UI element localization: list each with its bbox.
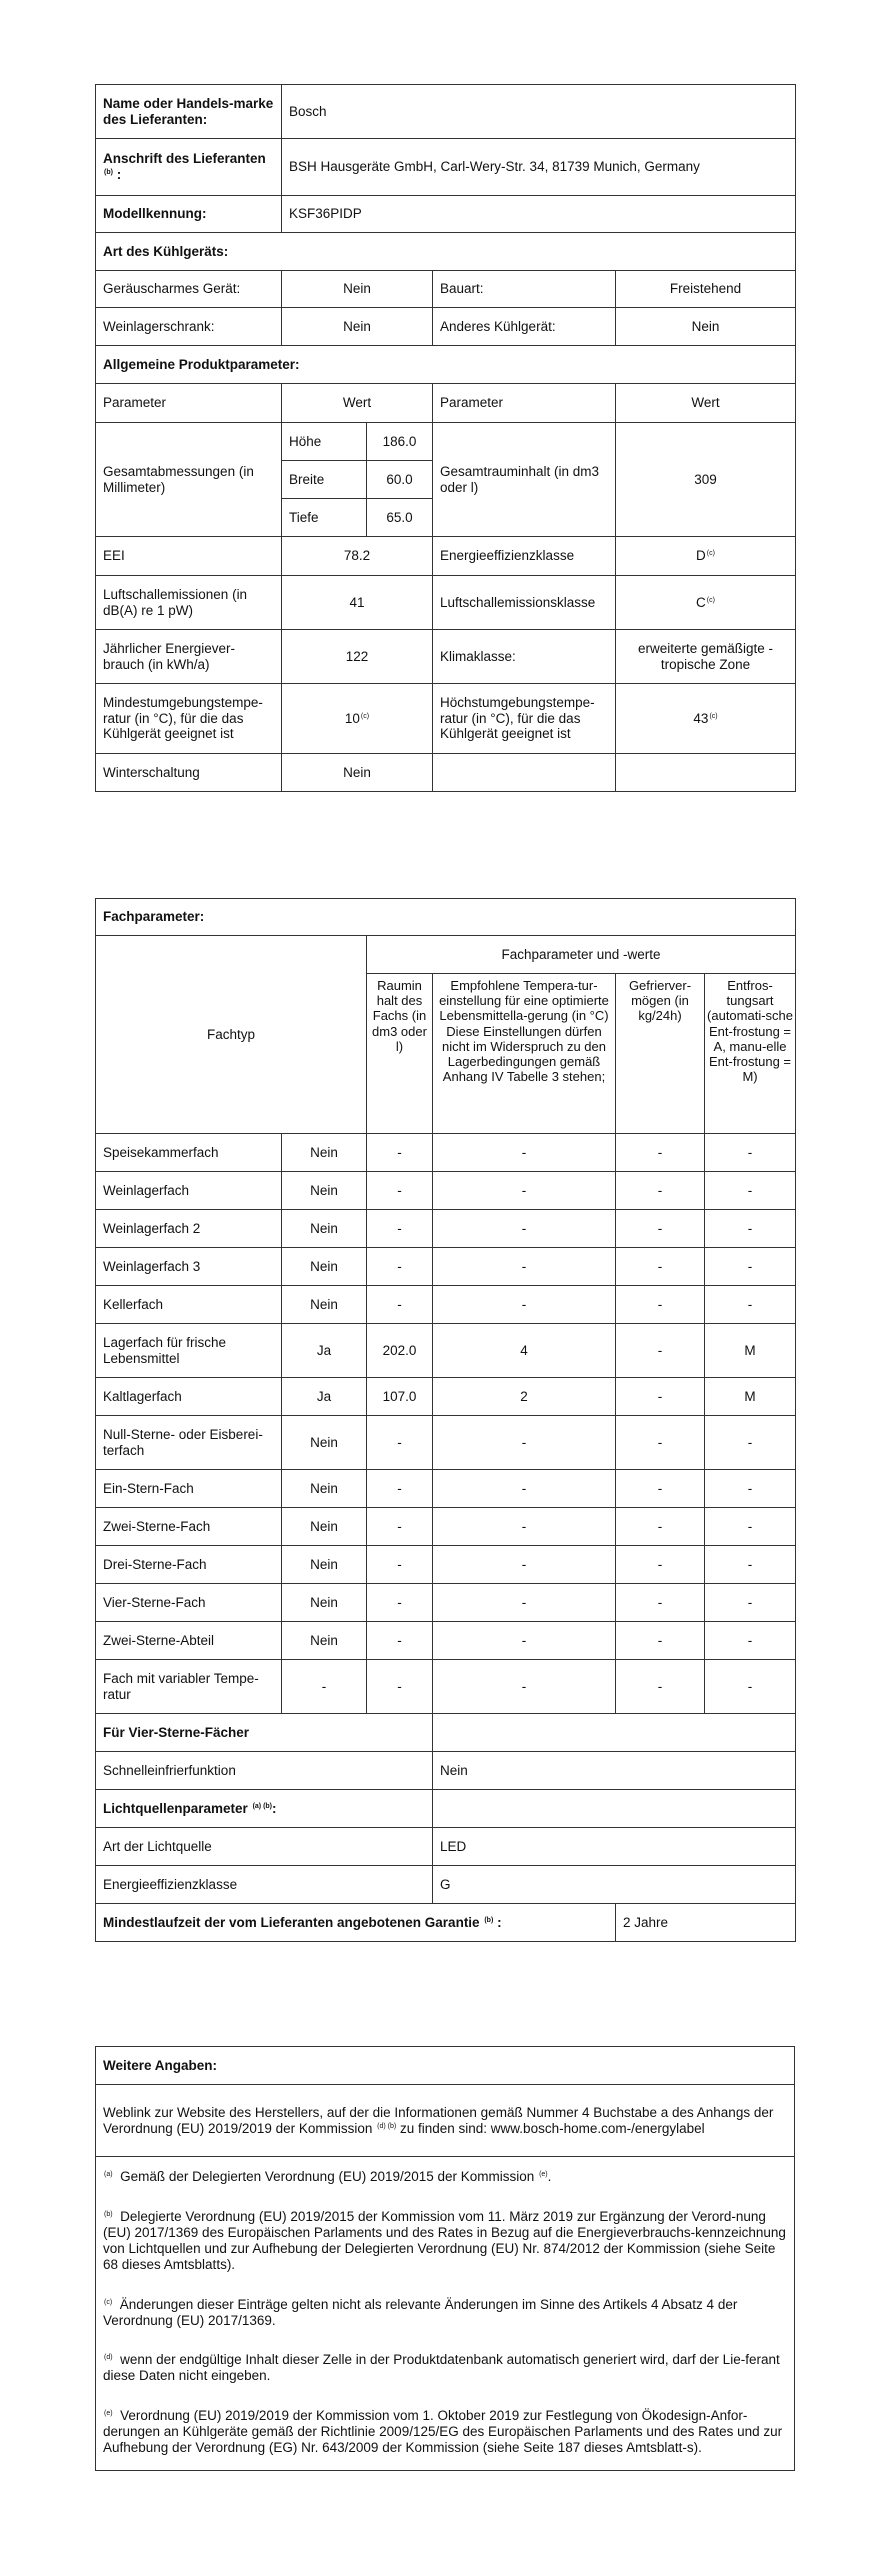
compartment-row: [96, 1416, 796, 1470]
value-header-right: Wert: [616, 384, 796, 423]
weblink-text-2[interactable]: zu finden sind: www.bosch-home.com-/energylabel: [400, 2120, 705, 2136]
compartment-type: Fach mit variabler Tempe-ratur: [96, 1660, 282, 1714]
empty-cell: [433, 1790, 796, 1828]
supplier-name-label: Name oder Handels-marke des Lieferanten:: [96, 85, 282, 139]
compartment-defrost-type: -: [705, 1134, 796, 1172]
noise-value: 41: [282, 576, 433, 630]
fast-freeze-row: [96, 1752, 796, 1790]
compartment-present: Nein: [282, 1622, 367, 1660]
compartment-temperature: 2: [433, 1378, 616, 1416]
warranty-colon: :: [497, 1914, 502, 1930]
compartment-row: [96, 1584, 796, 1622]
footnote-row: [96, 2195, 795, 2283]
noise-row: [96, 576, 796, 630]
annual-energy-label: Jährlicher Energiever-brauch (in kWh/a): [96, 630, 282, 684]
compartment-temperature: -: [433, 1508, 616, 1546]
four-star-heading: Für Vier-Sterne-Fächer: [96, 1714, 433, 1752]
empty-cell: [433, 754, 616, 792]
depth-value: 65.0: [367, 499, 433, 537]
warranty-label: Mindestlaufzeit der vom Lieferanten angebotenen Garantie: [103, 1914, 480, 1930]
warranty-row: [96, 1904, 796, 1942]
max-temp-value: 43: [693, 710, 709, 726]
compartment-row: [96, 1172, 796, 1210]
compartment-freezing-capacity: -: [616, 1172, 705, 1210]
warranty-value: 2 Jahre: [616, 1904, 796, 1942]
compartment-row: [96, 1324, 796, 1378]
compartment-present: Nein: [282, 1172, 367, 1210]
footnote-row: [96, 2283, 795, 2339]
eei-label: EEI: [96, 537, 282, 576]
general-parameters-heading-row: [96, 346, 796, 384]
compartment-volume: -: [367, 1622, 433, 1660]
compartment-freezing-capacity: -: [616, 1134, 705, 1172]
dimensions-row-height: [96, 423, 796, 461]
light-source-heading: Lichtquellenparameter: [103, 1800, 248, 1816]
model-label: Modellkennung:: [96, 196, 282, 233]
light-type-label: Art der Lichtquelle: [96, 1828, 433, 1866]
winter-value: Nein: [282, 754, 433, 792]
defrost-type-header: Entfros-tungsart (automati-sche Ent-frostung = A, manu-elle Ent-frostung = M): [705, 974, 796, 1134]
max-temp-cell: [616, 684, 796, 754]
compartment-defrost-type: -: [705, 1546, 796, 1584]
weblink-row: [96, 2085, 795, 2157]
compartment-temperature: -: [433, 1286, 616, 1324]
compartment-defrost-type: -: [705, 1286, 796, 1324]
compartment-freezing-capacity: -: [616, 1210, 705, 1248]
compartment-present: Nein: [282, 1508, 367, 1546]
weblink-notes: (d) (b): [377, 2122, 397, 2130]
compartment-present: Nein: [282, 1416, 367, 1470]
compartment-volume: -: [367, 1286, 433, 1324]
supplier-address-row: [96, 139, 796, 196]
compartment-defrost-type: -: [705, 1622, 796, 1660]
volume-header: Raumin halt des Fachs (in dm3 oder l): [367, 974, 433, 1134]
light-source-heading-colon: :: [272, 1800, 277, 1816]
total-volume-label: Gesamtrauminhalt (in dm3 oder l): [433, 423, 616, 537]
compartment-volume: -: [367, 1508, 433, 1546]
footnote-row: [96, 2338, 795, 2394]
footnote-row: [96, 2157, 795, 2195]
appliance-type-heading-row: [96, 233, 796, 271]
min-temp-value: 10: [344, 710, 360, 726]
supplier-address-value: BSH Hausgeräte GmbH, Carl-Wery-Str. 34, 81739 Munich, Germany: [282, 139, 796, 196]
height-value: 186.0: [367, 423, 433, 461]
compartment-temperature: -: [433, 1210, 616, 1248]
footnote: [96, 2195, 795, 2283]
footnote-mark: (c): [104, 2298, 113, 2306]
compartment-temperature: -: [433, 1134, 616, 1172]
compartment-freezing-capacity: -: [616, 1324, 705, 1378]
light-class-label: Energieeffizienzklasse: [96, 1866, 433, 1904]
compartment-defrost-type: -: [705, 1584, 796, 1622]
depth-label: Tiefe: [282, 499, 367, 537]
compartment-volume: -: [367, 1660, 433, 1714]
compartment-group-header-row: [96, 936, 796, 974]
appliance-type-heading: Art des Kühlgeräts:: [96, 233, 796, 271]
compartment-temperature: -: [433, 1248, 616, 1286]
fast-freeze-value: Nein: [433, 1752, 796, 1790]
compartment-volume: -: [367, 1546, 433, 1584]
max-temp-note: (c): [709, 712, 718, 720]
compartment-present: Nein: [282, 1470, 367, 1508]
eei-value: 78.2: [282, 537, 433, 576]
compartment-freezing-capacity: -: [616, 1622, 705, 1660]
light-source-heading-cell: [96, 1790, 433, 1828]
compartment-type: Vier-Sterne-Fach: [96, 1584, 282, 1622]
total-volume-value: 309: [616, 423, 796, 537]
compartment-type: Speisekammerfach: [96, 1134, 282, 1172]
footnote-text: Gemäß der Delegierten Verordnung (EU) 2019/2015 der Kommission: [120, 2169, 535, 2184]
general-parameters-heading: Allgemeine Produktparameter:: [96, 346, 796, 384]
supplier-address-label: Anschrift des Lieferanten: [103, 151, 266, 167]
footnote-mark: (e): [104, 2410, 113, 2418]
compartment-type: Kaltlagerfach: [96, 1378, 282, 1416]
compartment-freezing-capacity: -: [616, 1286, 705, 1324]
compartment-defrost-type: -: [705, 1660, 796, 1714]
compartment-freezing-capacity: -: [616, 1248, 705, 1286]
compartment-temperature: -: [433, 1172, 616, 1210]
compartment-row: [96, 1210, 796, 1248]
compartment-type: Zwei-Sterne-Abteil: [96, 1622, 282, 1660]
compartment-volume: -: [367, 1584, 433, 1622]
footnote: [96, 2394, 795, 2470]
compartment-defrost-type: -: [705, 1172, 796, 1210]
compartment-parameters-table: [95, 898, 796, 1942]
supplier-address-colon: :: [116, 167, 122, 182]
compartment-row: [96, 1470, 796, 1508]
additional-info-heading: Weitere Angaben:: [96, 2047, 795, 2085]
footnote: [96, 2338, 795, 2394]
compartment-freezing-capacity: -: [616, 1378, 705, 1416]
footnote: [96, 2157, 795, 2195]
compartment-volume: -: [367, 1210, 433, 1248]
light-type-value: LED: [433, 1828, 796, 1866]
low-noise-value: Nein: [282, 271, 433, 308]
freezing-capacity-header: Gefrierver-mögen (in kg/24h): [616, 974, 705, 1134]
parameter-header-right: Parameter: [433, 384, 616, 423]
compartment-values-group-header: Fachparameter und -werte: [367, 936, 796, 974]
compartment-temperature: -: [433, 1546, 616, 1584]
empty-cell: [616, 754, 796, 792]
compartment-temperature: 4: [433, 1324, 616, 1378]
supplier-address-note: (b): [104, 169, 113, 176]
compartment-type: Drei-Sterne-Fach: [96, 1546, 282, 1584]
compartment-row: [96, 1622, 796, 1660]
light-class-value: G: [433, 1866, 796, 1904]
compartment-row: [96, 1660, 796, 1714]
column-header-row: [96, 384, 796, 423]
warranty-note: (b): [484, 1916, 494, 1924]
footnote-text: wenn der endgültige Inhalt dieser Zelle in der Produktdatenbank automatisch generiert wird, darf der Lie-ferant diese Daten nicht eingeben.: [103, 2352, 780, 2384]
footnote-mark: (a): [104, 2171, 113, 2178]
parameter-header-left: Parameter: [96, 384, 282, 423]
compartment-defrost-type: -: [705, 1470, 796, 1508]
annual-energy-value: 122: [282, 630, 433, 684]
compartment-volume: -: [367, 1172, 433, 1210]
energy-class-cell: [616, 537, 796, 576]
energy-class-label: Energieeffizienzklasse: [433, 537, 616, 576]
supplier-address-label-cell: [96, 139, 282, 196]
additional-info-heading-row: [96, 2047, 795, 2085]
footnote-mark: (b): [104, 2210, 113, 2218]
low-noise-label: Geräuscharmes Gerät:: [96, 271, 282, 308]
footnote-text: Verordnung (EU) 2019/2019 der Kommission vom 1. Oktober 2019 zur Festlegung von Ökodesign-Anfor-derungen an Kühlgeräte gemäß der Richtlinie 2009/125/EG des Europäischen Parlaments und des Rates und zur Aufhebung der Verordnung (EG) Nr. 643/2009 der Kommission (siehe Seite 187 dieses Amtsblatt-s).: [103, 2408, 783, 2456]
compartment-defrost-type: -: [705, 1416, 796, 1470]
compartment-freezing-capacity: -: [616, 1470, 705, 1508]
weblink-text-1: Weblink zur Website des Herstellers, auf der die Informationen gemäß Nummer 4 Buchstabe a des Anhangs der Verordnung (EU) 2019/2019 der Kommission: [103, 2104, 774, 2136]
model-row: [96, 196, 796, 233]
design-value: Freistehend: [616, 271, 796, 308]
fast-freeze-label: Schnelleinfrierfunktion: [96, 1752, 433, 1790]
compartment-present: Nein: [282, 1134, 367, 1172]
compartment-present: Nein: [282, 1210, 367, 1248]
footnote-text: Delegierte Verordnung (EU) 2019/2015 der Kommission vom 11. März 2019 zur Ergänzung der Verord-nung (EU) 2017/1369 des Europäischen Parlaments und des Rates in Bezug auf die Energieverbrauchs-kennzeichnung von Lichtquellen und zur Aufhebung der Delegierten Verordnung (EU) Nr. 874/2012 der Kommission (siehe Seite 68 dieses Amtsblatts).: [103, 2208, 786, 2272]
compartment-row: [96, 1546, 796, 1584]
compartment-type: Weinlagerfach: [96, 1172, 282, 1210]
compartment-defrost-type: M: [705, 1378, 796, 1416]
climate-class-label: Klimaklasse:: [433, 630, 616, 684]
compartment-defrost-type: -: [705, 1248, 796, 1286]
min-temp-label: Mindestumgebungstempe-ratur (in °C), für die das Kühlgerät geeignet ist: [96, 684, 282, 754]
compartment-volume: 107.0: [367, 1378, 433, 1416]
compartment-temperature: -: [433, 1470, 616, 1508]
light-source-heading-row: [96, 1790, 796, 1828]
compartment-present: -: [282, 1660, 367, 1714]
compartment-present: Nein: [282, 1286, 367, 1324]
other-appliance-label: Anderes Kühlgerät:: [433, 308, 616, 346]
noise-class-label: Luftschallemissionsklasse: [433, 576, 616, 630]
winter-label: Winterschaltung: [96, 754, 282, 792]
light-type-row: [96, 1828, 796, 1866]
width-value: 60.0: [367, 461, 433, 499]
footnote-trailing-text: .: [547, 2169, 552, 2184]
value-header-left: Wert: [282, 384, 433, 423]
compartment-present: Nein: [282, 1584, 367, 1622]
warranty-label-cell: [96, 1904, 616, 1942]
design-label: Bauart:: [433, 271, 616, 308]
compartment-type: Kellerfach: [96, 1286, 282, 1324]
compartment-freezing-capacity: -: [616, 1660, 705, 1714]
dimensions-label: Gesamtabmessungen (in Millimeter): [96, 423, 282, 537]
compartment-present: Nein: [282, 1248, 367, 1286]
supplier-and-general-parameters-table: [95, 84, 796, 792]
compartment-type: Ein-Stern-Fach: [96, 1470, 282, 1508]
compartment-temperature: -: [433, 1622, 616, 1660]
compartment-type: Weinlagerfach 2: [96, 1210, 282, 1248]
noise-class-cell: [616, 576, 796, 630]
wine-cabinet-label: Weinlagerschrank:: [96, 308, 282, 346]
empty-cell: [433, 1714, 796, 1752]
noise-class-note: (c): [706, 596, 715, 604]
other-appliance-value: Nein: [616, 308, 796, 346]
compartment-freezing-capacity: -: [616, 1416, 705, 1470]
footnote-text: Änderungen dieser Einträge gelten nicht als relevante Änderungen im Sinne des Artikels 4 Absatz 4 der Verordnung (EU) 2017/1369.: [103, 2296, 738, 2328]
annual-energy-row: [96, 630, 796, 684]
compartment-type: Zwei-Sterne-Fach: [96, 1508, 282, 1546]
compartment-freezing-capacity: -: [616, 1584, 705, 1622]
eei-row: [96, 537, 796, 576]
compartment-volume: -: [367, 1248, 433, 1286]
compartment-volume: -: [367, 1134, 433, 1172]
compartment-defrost-type: -: [705, 1210, 796, 1248]
compartment-present: Ja: [282, 1378, 367, 1416]
compartment-freezing-capacity: -: [616, 1508, 705, 1546]
four-star-heading-row: [96, 1714, 796, 1752]
energy-class-value: D: [696, 548, 706, 564]
compartment-defrost-type: M: [705, 1324, 796, 1378]
weblink-cell: [96, 2085, 795, 2157]
compartment-temperature: -: [433, 1416, 616, 1470]
compartment-freezing-capacity: -: [616, 1546, 705, 1584]
model-value: KSF36PIDP: [282, 196, 796, 233]
noise-class-value: C: [696, 594, 706, 610]
footnote-row: [96, 2394, 795, 2470]
height-label: Höhe: [282, 423, 367, 461]
compartment-volume: -: [367, 1416, 433, 1470]
max-temp-label: Höchstumgebungstempe-ratur (in °C), für die das Kühlgerät geeignet ist: [433, 684, 616, 754]
compartment-type-header: Fachtyp: [96, 936, 367, 1134]
winter-row: [96, 754, 796, 792]
energy-class-note: (c): [706, 550, 715, 558]
ambient-temperature-row: [96, 684, 796, 754]
compartment-present: Ja: [282, 1324, 367, 1378]
additional-information-table: [95, 2046, 795, 2471]
low-noise-row: [96, 271, 796, 308]
compartment-type: Null-Sterne- oder Eisberei-terfach: [96, 1416, 282, 1470]
compartment-heading-row: [96, 899, 796, 936]
compartment-defrost-type: -: [705, 1508, 796, 1546]
width-label: Breite: [282, 461, 367, 499]
min-temp-cell: [282, 684, 433, 754]
supplier-name-value: Bosch: [282, 85, 796, 139]
compartment-row: [96, 1248, 796, 1286]
compartment-row: [96, 1378, 796, 1416]
footnote: [96, 2283, 795, 2339]
light-class-row: [96, 1866, 796, 1904]
climate-class-value: erweiterte gemäßigte - tropische Zone: [616, 630, 796, 684]
compartment-volume: 202.0: [367, 1324, 433, 1378]
wine-cabinet-row: [96, 308, 796, 346]
footnote-mark: (d): [104, 2354, 113, 2362]
compartment-row: [96, 1134, 796, 1172]
compartment-row: [96, 1508, 796, 1546]
compartment-present: Nein: [282, 1546, 367, 1584]
compartment-temperature: -: [433, 1584, 616, 1622]
supplier-name-row: [96, 85, 796, 139]
footnote-trailing-mark: (e): [539, 2171, 548, 2178]
compartment-row: [96, 1286, 796, 1324]
noise-label: Luftschallemissionen (in dB(A) re 1 pW): [96, 576, 282, 630]
compartment-temperature: -: [433, 1660, 616, 1714]
compartment-type: Weinlagerfach 3: [96, 1248, 282, 1286]
compartment-volume: -: [367, 1470, 433, 1508]
compartment-type: Lagerfach für frische Lebensmittel: [96, 1324, 282, 1378]
temperature-header: Empfohlene Tempera-tur-einstellung für eine optimierte Lebensmittella-gerung (in °C) Diese Einstellungen dürfen nicht im Widerspruch zu den Lagerbedingungen gemäß Anhang IV Tabelle 3 stehen;: [433, 974, 616, 1134]
compartment-heading: Fachparameter:: [96, 899, 796, 936]
light-source-heading-notes: (a) (b): [252, 1802, 273, 1810]
wine-cabinet-value: Nein: [282, 308, 433, 346]
min-temp-note: (c): [360, 712, 370, 720]
